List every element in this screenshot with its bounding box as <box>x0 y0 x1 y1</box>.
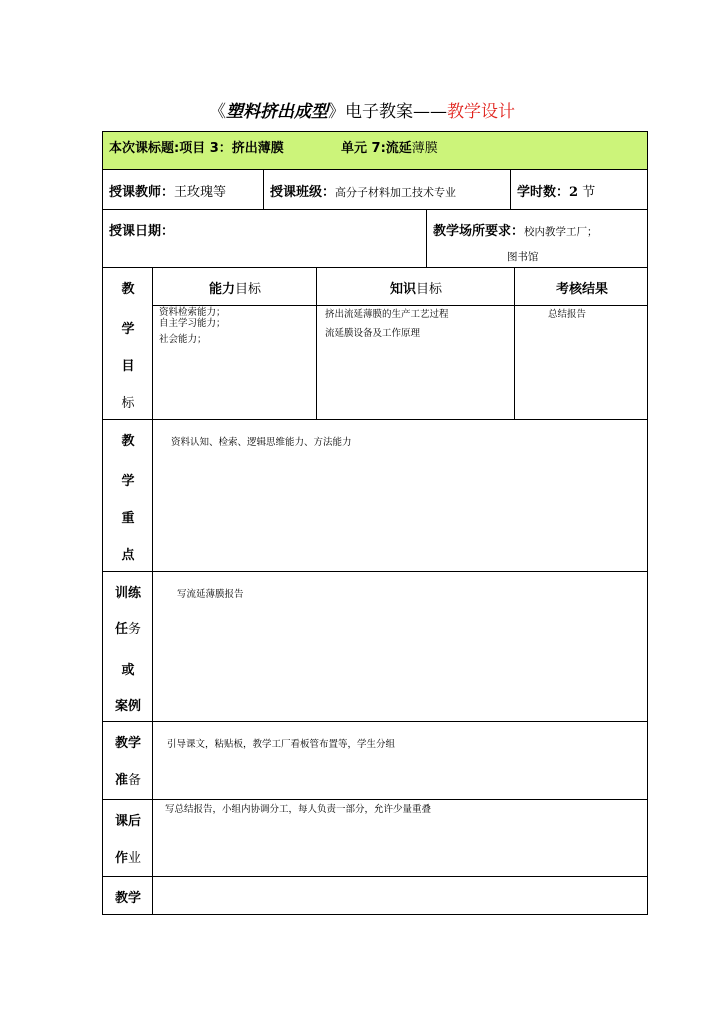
unit-bold: 单元 7:流延 <box>341 141 412 156</box>
assessment-value-cell <box>514 305 648 419</box>
task-side-2 <box>103 618 153 637</box>
task-content-cell <box>152 571 648 721</box>
focus-content-cell <box>152 419 648 571</box>
ability-header-bold: 能力 <box>208 282 235 297</box>
homework-side-2a: 作 <box>114 851 128 866</box>
ability-item-3: 社会能力； <box>159 334 207 345</box>
class-value: 高分子材料加工技术专业 <box>335 186 457 199</box>
task-side-2b: 务 <box>128 622 142 637</box>
task-side-3: 或 <box>121 663 135 678</box>
goals-side-3: 目 <box>121 359 135 374</box>
last-side-1: 教学 <box>114 891 141 906</box>
hours-value: 2 <box>569 185 579 200</box>
venue-label: 教学场所要求： <box>433 224 525 239</box>
ability-item-2: 自主学习能力； <box>159 318 226 329</box>
goals-side-1: 教 <box>121 282 135 297</box>
homework-side-2 <box>103 847 153 866</box>
assessment-header: 考核结果 <box>555 282 608 297</box>
title-book-name: 塑料挤出成型 <box>226 102 328 122</box>
task-side-1: 训练 <box>114 586 141 601</box>
header-row <box>102 131 648 169</box>
title-bracket-open: 《 <box>209 102 226 122</box>
focus-text: 资料认知、检索、逻辑思维能力、方法能力 <box>171 437 352 448</box>
knowledge-item-2: 流延膜设备及工作原理 <box>325 328 421 339</box>
class-cell <box>263 169 510 209</box>
task-text: 写流延薄膜报告 <box>177 589 244 600</box>
class-label: 授课班级： <box>270 185 336 200</box>
lesson-topic: 本次课标题:项目 3：挤出薄膜 <box>109 141 284 156</box>
task-side-2a: 任 <box>114 622 128 637</box>
hours-field <box>517 181 595 200</box>
venue-cell <box>426 209 648 267</box>
focus-side-1: 教 <box>121 434 135 449</box>
homework-content-cell <box>152 799 648 876</box>
knowledge-list-cell <box>316 305 514 419</box>
teacher-value: 王玫瑰等 <box>174 185 227 200</box>
focus-side-3: 重 <box>121 511 135 526</box>
venue-field <box>433 220 598 239</box>
knowledge-item-1: 挤出流延薄膜的生产工艺过程 <box>325 309 449 320</box>
prep-side-2b: 备 <box>128 773 142 788</box>
homework-side-2b: 业 <box>128 851 142 866</box>
document-title <box>0 100 724 124</box>
venue-value-2: 图书馆 <box>507 251 539 263</box>
venue-value-1: 校内教学工厂； <box>524 226 598 238</box>
date-label: 授课日期： <box>109 224 175 239</box>
unit-normal: 薄膜 <box>411 141 438 156</box>
ability-header <box>153 278 317 297</box>
date-cell <box>102 209 426 267</box>
knowledge-header-bold: 知识 <box>389 282 416 297</box>
lesson-plan-table <box>102 131 648 915</box>
task-side-cell <box>102 571 152 721</box>
goals-side-4: 标 <box>121 396 135 411</box>
goals-side-2: 学 <box>121 322 135 337</box>
prep-side-2a: 准 <box>114 773 128 788</box>
knowledge-header-normal: 目标 <box>416 282 443 297</box>
ability-item-1: 资料检索能力； <box>159 307 226 318</box>
teacher-cell <box>102 169 263 209</box>
homework-text: 写总结报告，小组内协调分工，每人负责一部分，允许少量重叠 <box>165 804 432 815</box>
prep-content-cell <box>152 721 648 799</box>
hours-label: 学时数： <box>517 185 570 200</box>
teacher-field <box>109 181 226 200</box>
prep-side-cell <box>102 721 152 799</box>
hours-cell <box>510 169 648 209</box>
goals-side-cell <box>102 267 152 419</box>
class-field <box>270 181 456 200</box>
assessment-value: 总结报告 <box>548 309 587 320</box>
ability-header-normal: 目标 <box>235 282 262 297</box>
last-content-cell <box>152 876 648 915</box>
knowledge-header-cell <box>316 267 514 305</box>
ability-list-cell <box>152 305 316 419</box>
title-mid: 电子教案—— <box>345 102 447 122</box>
last-side-cell <box>102 876 152 915</box>
prep-text: 引导课文，粘贴板，教学工厂看板管布置等，学生分组 <box>167 739 396 750</box>
assessment-header-cell <box>514 267 648 305</box>
prep-side-2 <box>103 769 153 788</box>
task-side-4: 案例 <box>114 699 141 714</box>
prep-side-1: 教学 <box>114 736 141 751</box>
focus-side-2: 学 <box>121 474 135 489</box>
homework-side-cell <box>102 799 152 876</box>
teacher-label: 授课教师： <box>109 185 175 200</box>
hours-unit: 节 <box>582 185 596 200</box>
knowledge-header <box>317 278 515 297</box>
homework-side-1: 课后 <box>114 814 141 829</box>
title-red: 教学设计 <box>447 102 515 122</box>
ability-header-cell <box>152 267 316 305</box>
focus-side-cell <box>102 419 152 571</box>
lesson-unit <box>341 137 438 156</box>
focus-side-4: 点 <box>121 548 135 563</box>
title-bracket-close: 》 <box>328 102 345 122</box>
